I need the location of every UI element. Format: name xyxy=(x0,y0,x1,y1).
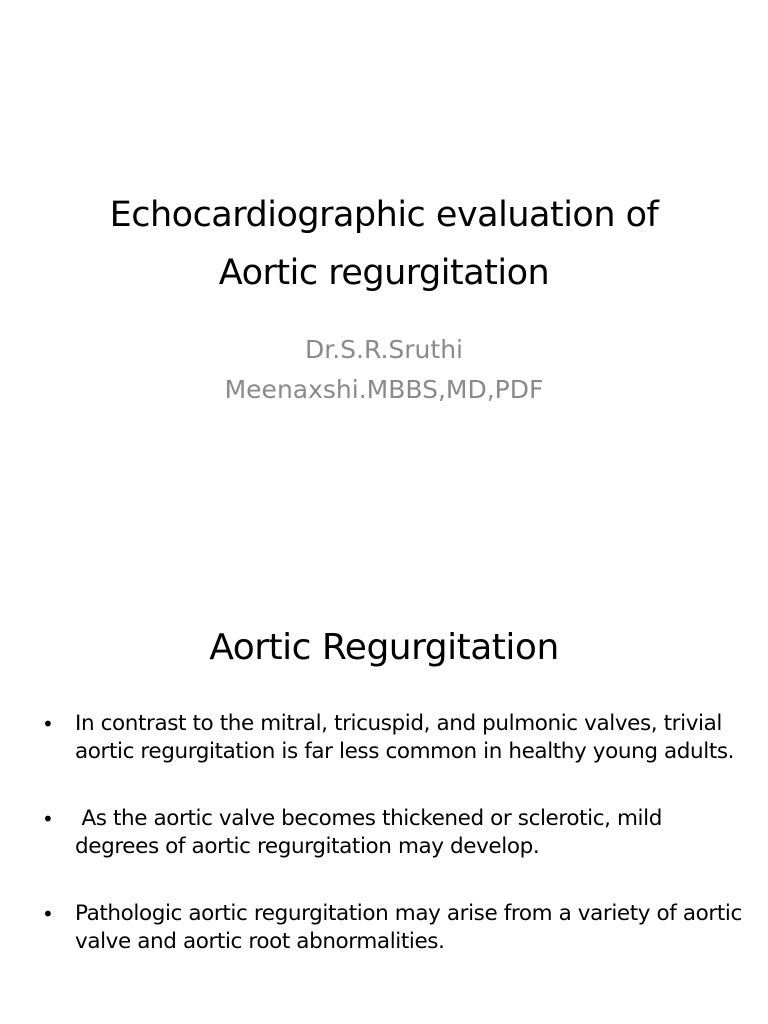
bullet-item xyxy=(38,900,750,956)
slide-title: Aortic Regurgitation xyxy=(209,627,559,668)
bullet-text: In contrast to the mitral, tricuspid, and pulmonic valves, trivial aortic regurgitation is far less common in healthy young adults. xyxy=(75,711,735,764)
bullet-item xyxy=(38,805,750,861)
author-subtitle xyxy=(0,330,768,410)
bullet-icon: • xyxy=(42,712,54,736)
bullet-icon: • xyxy=(42,902,54,926)
author-name: Dr.S.R.Sruthi xyxy=(304,335,463,364)
author-credentials: Meenaxshi.MBBS,MD,PDF xyxy=(224,375,544,404)
bullet-text: Pathologic aortic regurgitation may arise from a variety of aortic valve and aortic root abnormalities. xyxy=(75,901,742,954)
bullet-icon: • xyxy=(42,807,54,831)
presentation-title xyxy=(0,186,768,302)
bullet-text: As the aortic valve becomes thickened or sclerotic, mild degrees of aortic regurgitation may develop. xyxy=(75,806,669,859)
bullet-item xyxy=(38,710,750,766)
title-line-1: Echocardiographic evaluation of xyxy=(109,195,659,235)
bullet-list xyxy=(38,710,750,956)
title-line-2: Aortic regurgitation xyxy=(218,253,550,293)
